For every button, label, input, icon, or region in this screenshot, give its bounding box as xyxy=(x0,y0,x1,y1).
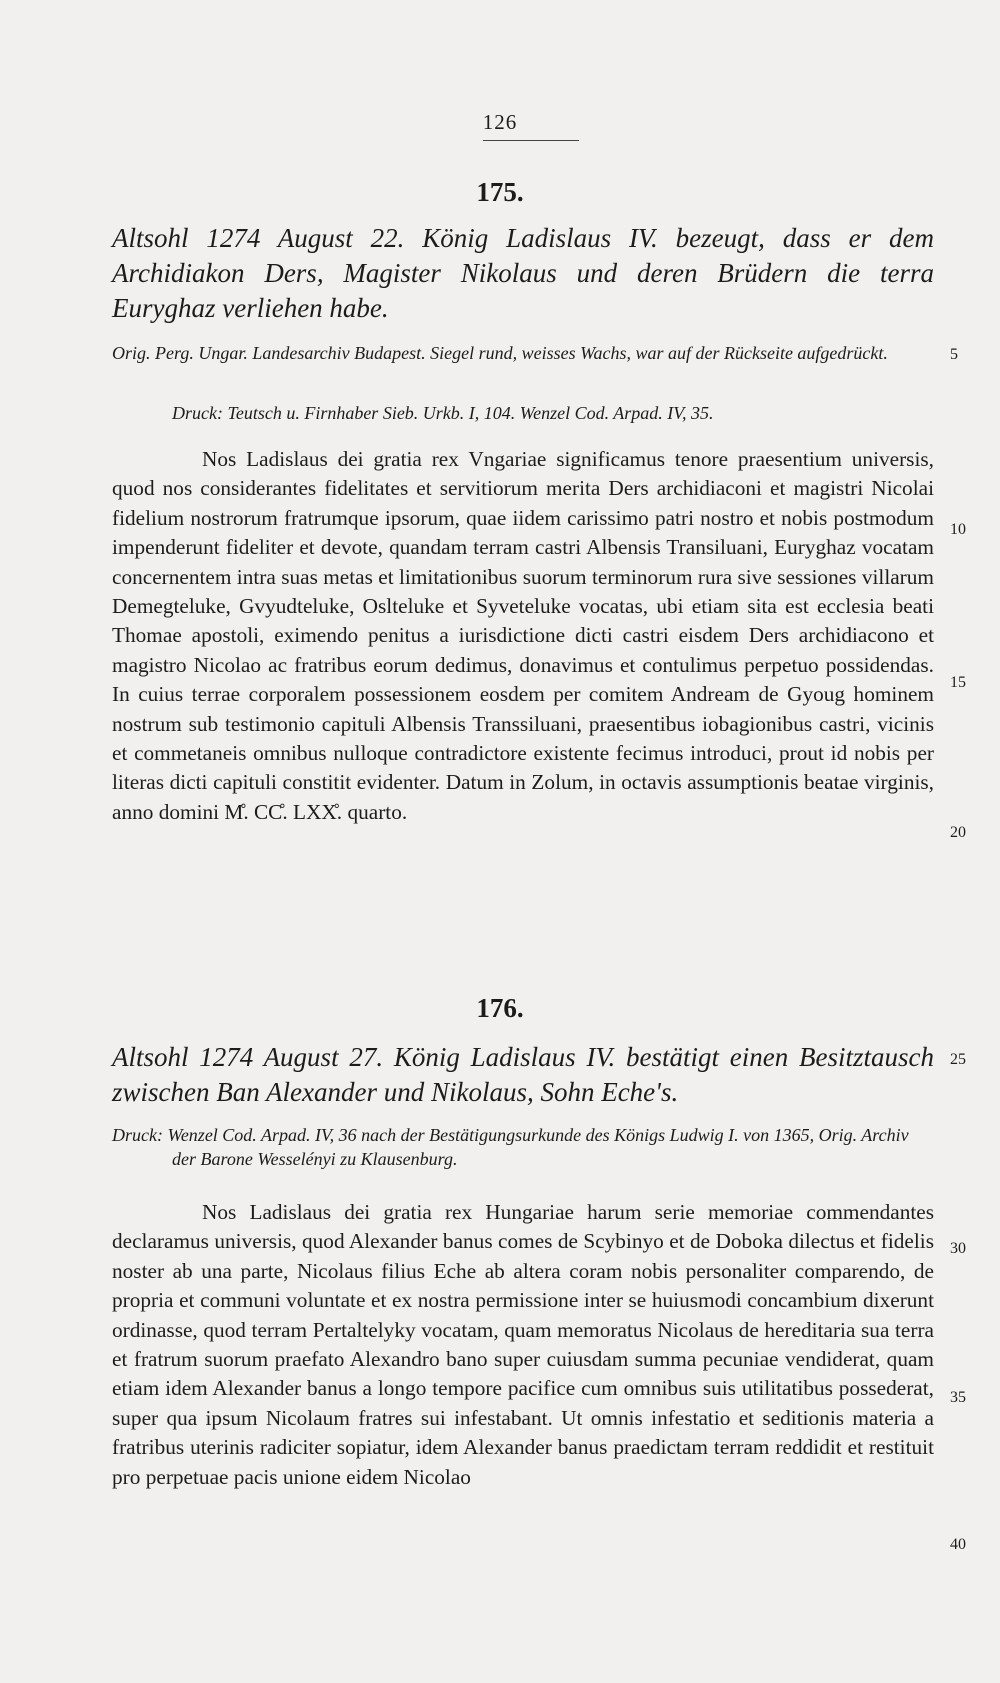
print-note xyxy=(112,401,934,425)
print-note-line: Druck: Wenzel Cod. Arpad. IV, 36 nach der Bestätigungsurkunde des Königs Ludwig I. von 1365, Orig. Archiv der Barone Wesselényi zu Klausenburg. xyxy=(112,1125,909,1169)
line-number: 35 xyxy=(950,1389,966,1406)
print-note xyxy=(112,1123,934,1171)
charter-text: Nos Ladislaus dei gratia rex Hungariae harum serie memoriae commendantes declaramus universis, quod Alexander banus comes de Scybinyo et de Doboka dilectus et fidelis noster ab una parte, Nicolaus filius Eche ab altera coram nobis personaliter comparendo, de propria et communi voluntate et ex nostra permissione inter se huiusmodi concambium dixerunt ordinasse, quod terram Pertaltelyky vocatam, quam memoratus Nicolaus de hereditaria sua terra et fratrum suorum praefato Alexandro bano super cuiusdam summa pecuniae vendiderat, quam etiam idem Alexander banus a longo tempore pacifice cum omnibus suis utilitatibus possederat, super qua ipsum Nicolaum fratres sui infestabant. Ut omnis infestatio et seditionis materia a fratribus uterinis radiciter sopiatur, idem Alexander banus praedictam terram reddidit et restituit pro perpetuae pacis unione eidem Nicolao xyxy=(112,1200,934,1489)
line-number: 25 xyxy=(950,1051,966,1068)
line-number: 20 xyxy=(950,824,966,841)
page-number: 126 xyxy=(482,110,518,134)
document-number: 176. xyxy=(476,993,524,1023)
source-note-line: Orig. Perg. Ungar. Landesarchiv Budapest. Siegel rund, weisses Wachs, war auf der Rückseite aufgedrückt. xyxy=(112,343,888,363)
regest: Altsohl 1274 August 27. König Ladislaus IV. bestätigt einen Besitztausch zwischen Ban Alexander und Nikolaus, Sohn Eche's. xyxy=(112,1042,934,1107)
charter-text: Nos Ladislaus dei gratia rex Vngariae significamus tenore praesentium universis, quod nos considerantes fidelitates et servitiorum merita Ders archidiaconi et magistri Nicolai fidelium nostrorum fratrumque ipsorum, quae iidem carissimo patri nostro et nobis postmodum impenderunt fideliter et devote, quandam terram castri Albensis Transiluani, Euryghaz vocatam concernentem intra suas metas et limitationibus suorum terminorum rura sive sessiones villarum Demegteluke, Gvyudteluke, Oslteluke et Syveteluke vocatas, ubi etiam sita est ecclesia beati Thomae apostoli, eximendo penitus a iurisdictione dicti castri eisdem Ders archidiacono et magistro Nicolao ac fratribus eorum dedimus, donavimus et contulimus perpetuo possidendas. In cuius terrae corporalem possessionem eosdem per comitem Andream de Gyoug hominem nostrum sub testimonio capituli Albensis Transsiluani, praesentibus iobagionibus castri, vicinis et commetaneis omnibus nulloque contradictore existente fecimus introduci, prout id nobis per literas dicti capituli constitit evidenter. Datum in Zolum, in octavis assumptionis beatae virginis, anno domini M̊. CC̊. LXX̊. quarto. xyxy=(112,447,934,824)
page-number-rule xyxy=(483,140,579,141)
print-note-line: Druck: Teutsch u. Firnhaber Sieb. Urkb. I, 104. Wenzel Cod. Arpad. IV, 35. xyxy=(172,403,714,423)
line-number: 30 xyxy=(950,1240,966,1257)
line-number: 5 xyxy=(950,346,958,363)
regest: Altsohl 1274 August 22. König Ladislaus IV. bezeugt, dass er dem Archidiakon Ders, Magister Nikolaus und deren Brüdern die terra Euryghaz verliehen habe. xyxy=(112,223,934,323)
document-number: 175. xyxy=(476,177,524,207)
line-number: 15 xyxy=(950,674,966,691)
line-number: 40 xyxy=(950,1536,966,1553)
source-note xyxy=(112,341,934,365)
line-number: 10 xyxy=(950,521,966,538)
